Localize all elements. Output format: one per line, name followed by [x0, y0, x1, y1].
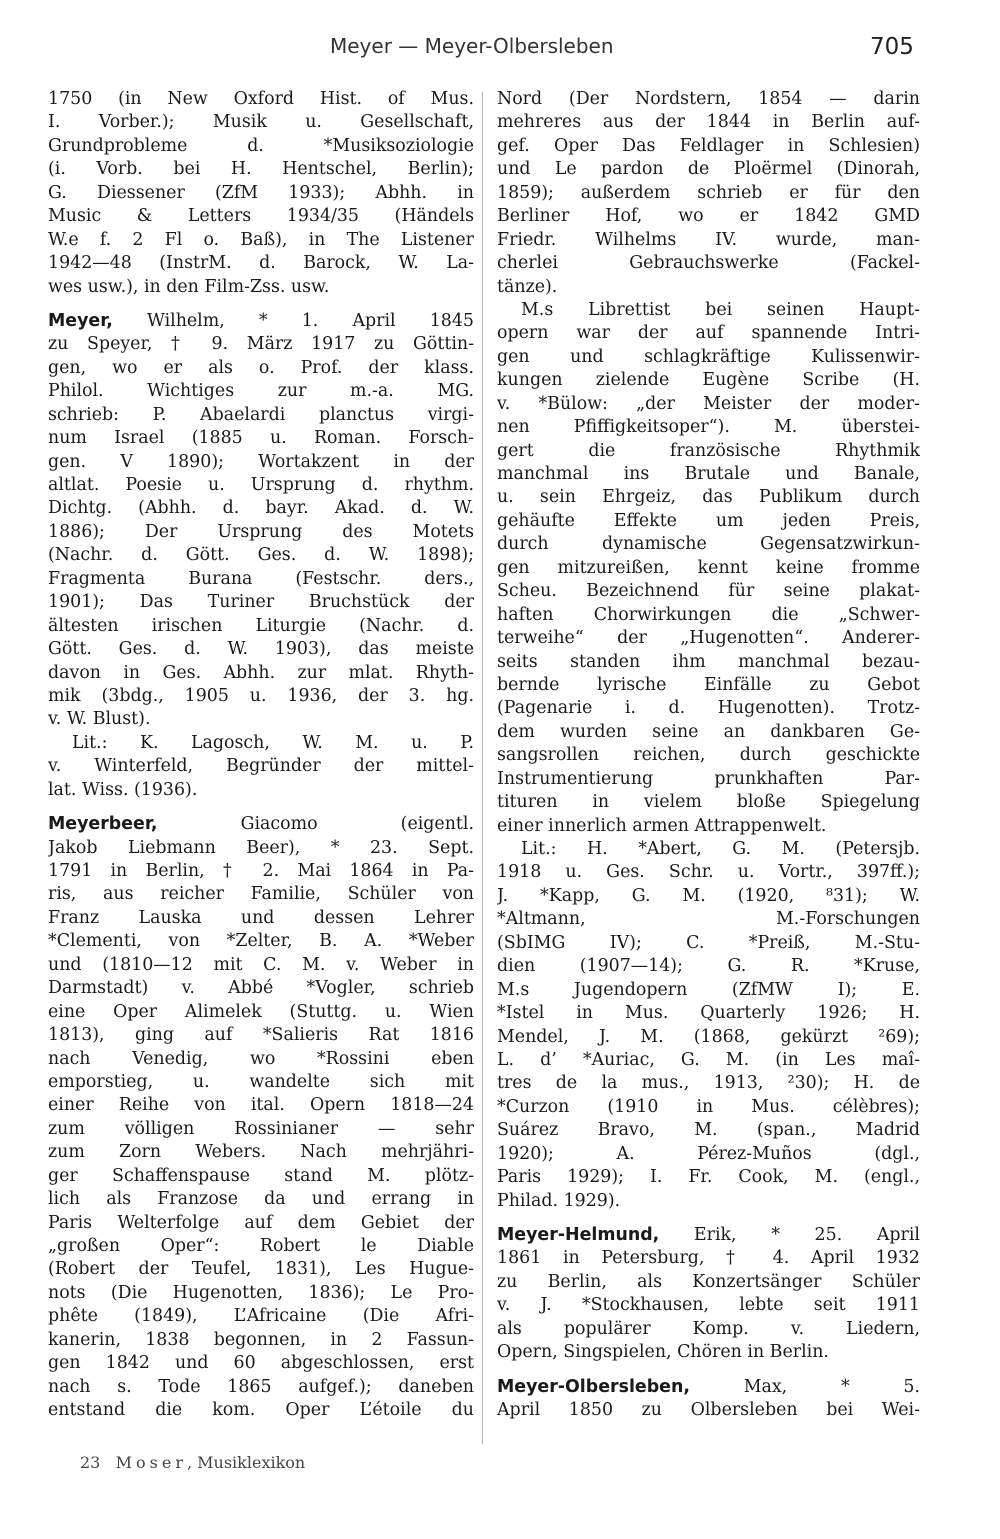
- text-line: Paris Welterfolge auf dem Gebiet der: [48, 1212, 474, 1233]
- page-number: 705: [870, 34, 914, 60]
- text-line: bernde lyrische Einfälle zu Gebot: [497, 674, 920, 695]
- text-line: 1791 in Berlin, † 2. Mai 1864 in Pa-: [48, 861, 474, 881]
- text-line: haften Chorwirkungen die „Schwer-: [497, 604, 920, 625]
- text-line: *Altmann, M.-Forschungen: [497, 909, 920, 930]
- text-line: terweihe“ der „Hugenotten“. Anderer-: [497, 628, 920, 649]
- entry-headword: Meyer-Olbersleben,: [497, 1376, 690, 1397]
- text-line: (Robert der Teufel, 1831), Les Hugue-: [48, 1259, 474, 1280]
- text-line: Berliner Hof, wo er 1842 GMD: [497, 206, 920, 227]
- text-line: Instrumentierung prunkhaften Par-: [497, 768, 920, 789]
- text-line: tres de la mus., 1913, ²30); H. de: [497, 1073, 920, 1094]
- text-line: tituren in vielem bloße Spiegelung: [497, 792, 920, 813]
- text-line: Scheu. Bezeichnend für seine plakat-: [497, 581, 920, 602]
- entry-headword-line: Meyer-Olbersleben, Max, * 5.: [497, 1376, 920, 1397]
- text-line: opern war der auf spannende Intri-: [497, 323, 920, 344]
- text-line: gen mitzureißen, kennt keine fromme: [497, 557, 920, 578]
- text-line: 1901); Das Turiner Bruchstück der: [48, 592, 474, 613]
- text-line: ris, aus reicher Familie, Schüler von: [48, 884, 474, 905]
- text-line: mik (3bdg., 1905 u. 1936, der 3. hg.: [48, 685, 474, 706]
- text-line: gef. Oper Das Feldlager in Schlesien): [497, 135, 920, 156]
- text-line: (Pagenarie i. d. Hugenotten). Trotz-: [497, 698, 920, 719]
- page-footer: [80, 1453, 305, 1472]
- text-line: *Curzon (1910 in Mus. célèbres);: [497, 1096, 920, 1117]
- entry-headword-line: Meyerbeer, Giacomo (eigentl.: [48, 814, 474, 835]
- text-line: Franz Lauska und dessen Lehrer: [48, 907, 474, 928]
- text-line: J. *Kapp, G. M. (1920, ⁸31); W.: [497, 885, 920, 906]
- left-column: [48, 88, 474, 1423]
- text-line: Mendel, J. M. (1868, gekürzt ²69);: [497, 1026, 920, 1047]
- text-line: gehäufte Effekte um jeden Preis,: [497, 510, 920, 531]
- entry-headword-line: Meyer-Helmund, Erik, * 25. April: [497, 1225, 920, 1245]
- text-line: v. J. *Stockhausen, lebte seit 1911: [497, 1295, 920, 1316]
- text-line: Dichtg. (Abhh. d. bayr. Akad. d. W.: [48, 498, 474, 519]
- text-line: M.s Jugendopern (ZfMW I); E.: [497, 979, 920, 1000]
- text-line: Fragmenta Burana (Festschr. ders.,: [48, 568, 474, 589]
- text-line: und Le pardon de Ploërmel (Dinorah,: [497, 159, 920, 180]
- text-line: tänze).: [497, 276, 558, 297]
- text-line: ältesten irischen Liturgie (Nachr. d.: [48, 615, 474, 636]
- text-line: (Nachr. d. Gött. Ges. d. W. 1898);: [48, 545, 474, 566]
- text-line: lich als Franzose da und errang in: [48, 1189, 474, 1210]
- text-line: kungen zielende Eugène Scribe (H.: [497, 370, 920, 391]
- text-line: 1918 u. Ges. Schr. u. Vortr., 397ff.);: [497, 862, 920, 883]
- entry-headword: Meyerbeer,: [48, 814, 158, 835]
- running-header: [0, 34, 1000, 64]
- text-line: gen 1842 und 60 abgeschlossen, erst: [48, 1353, 474, 1374]
- text-line: Grundprobleme d. *Musiksoziologie: [48, 135, 474, 156]
- text-line: Philol. Wichtiges zur m.-a. MG.: [48, 381, 474, 402]
- text-line: Jakob Liebmann Beer), * 23. Sept.: [48, 837, 474, 858]
- text-line: v. W. Blust).: [48, 709, 151, 730]
- text-line: 1920); A. Pérez-Muños (dgl.,: [497, 1143, 920, 1164]
- entry-headword: Meyer-Helmund,: [497, 1225, 660, 1245]
- entry-headword: Meyer,: [48, 310, 113, 331]
- text-line: seits standen ihm manchmal bezau-: [497, 651, 920, 672]
- text-line: 1861 in Petersburg, † 4. April 1932: [497, 1248, 920, 1269]
- text-line: altlat. Poesie u. Ursprung d. rhythm.: [48, 475, 474, 495]
- text-line: zum völligen Rossinianer — sehr: [48, 1118, 474, 1139]
- text-line: u. sein Ehrgeiz, das Publikum durch: [497, 487, 920, 508]
- text-line: gen, wo er als o. Prof. der klass.: [48, 357, 474, 378]
- text-line: I. Vorber.); Musik u. Gesellschaft,: [48, 112, 474, 133]
- text-line: einer innerlich armen Attrappenwelt.: [497, 815, 827, 836]
- text-line: April 1850 zu Olbersleben bei Wei-: [497, 1400, 920, 1421]
- text-line: entstand die kom. Oper L’étoile du: [48, 1400, 474, 1421]
- text-line: kanerin, 1838 begonnen, in 2 Fassun-: [48, 1329, 474, 1350]
- text-line: sangsrollen reichen, durch geschickte: [497, 745, 920, 766]
- text-line: Paris 1929); I. Fr. Cook, M. (engl.,: [497, 1167, 920, 1188]
- text-line: ger Schaffenspause stand M. plötz-: [48, 1165, 474, 1186]
- text-line: M.s Librettist bei seinen Haupt-: [521, 299, 920, 320]
- text-line: 1750 (in New Oxford Hist. of Mus.: [48, 89, 474, 109]
- text-line: durch dynamische Gegensatzwirkun-: [497, 534, 920, 555]
- text-line: Suárez Bravo, M. (span., Madrid: [497, 1120, 920, 1141]
- text-line: schrieb: P. Abaelardi planctus virgi-: [48, 404, 474, 425]
- text-line: davon in Ges. Abhh. zur mlat. Rhyth-: [48, 662, 474, 683]
- text-line: L. d’ *Auriac, G. M. (in Les maî-: [497, 1049, 920, 1070]
- text-line: zu Berlin, als Konzertsänger Schüler: [497, 1271, 920, 1292]
- signature-mark: 23: [80, 1453, 101, 1472]
- right-column: [497, 88, 920, 1423]
- text-line: zu Speyer, † 9. März 1917 zu Göttin-: [48, 334, 474, 355]
- text-line: Darmstadt) v. Abbé *Vogler, schrieb: [48, 978, 474, 999]
- footer-author: Moser: [115, 1453, 187, 1472]
- text-line: (SbIMG IV); C. *Preiß, M.-Stu-: [497, 932, 920, 953]
- text-line: manchmal ins Brutale und Banale,: [497, 464, 920, 484]
- text-line: und (1810—12 mit C. M. v. Weber in: [48, 954, 474, 975]
- text-line: gert die französische Rhythmik: [497, 440, 920, 461]
- text-line: 1813), ging auf *Salieris Rat 1816: [48, 1025, 474, 1046]
- text-line: v. *Bülow: „der Meister der moder-: [497, 393, 920, 414]
- text-line: nach s. Tode 1865 aufgef.); daneben: [48, 1376, 474, 1397]
- text-line: Opern, Singspielen, Chören in Berlin.: [497, 1342, 829, 1363]
- text-line: dem wurden seine an dankbaren Ge-: [497, 721, 920, 742]
- text-line: nen Pfiffigkeitsoper“). M. überstei-: [497, 417, 920, 438]
- text-line: wes usw.), in den Film-Zss. usw.: [48, 276, 330, 297]
- text-line: phête (1849), L’Africaine (Die Afri-: [48, 1306, 474, 1327]
- text-line: Philad. 1929).: [497, 1190, 621, 1211]
- entry-headword-line: Meyer, Wilhelm, * 1. April 1845: [48, 310, 474, 331]
- text-line: Lit.: K. Lagosch, W. M. u. P.: [72, 732, 474, 753]
- text-line: *Clementi, von *Zelter, B. A. *Weber: [48, 931, 474, 952]
- text-line: 1859); außerdem schrieb er für den: [497, 182, 920, 203]
- text-line: 1886); Der Ursprung des Motets: [48, 521, 474, 542]
- footer-title: , Musiklexikon: [186, 1453, 306, 1472]
- text-line: emporstieg, u. wandelte sich mit: [48, 1071, 474, 1092]
- text-line: nots (Die Hugenotten, 1836); Le Pro-: [48, 1282, 474, 1303]
- text-line: gen und schlagkräftige Kulissenwir-: [497, 346, 920, 367]
- text-line: Gött. Ges. d. W. 1903), das meiste: [48, 639, 474, 660]
- text-line: G. Diessener (ZfM 1933); Abhh. in: [48, 182, 474, 203]
- text-line: num Israel (1885 u. Roman. Forsch-: [48, 428, 474, 449]
- text-line: eine Oper Alimelek (Stuttg. u. Wien: [48, 1001, 474, 1022]
- text-line: 1942—48 (InstrM. d. Barock, W. La-: [48, 253, 474, 274]
- text-line: zum Zorn Webers. Nach mehrjähri-: [48, 1142, 474, 1163]
- text-line: gen. V 1890); Wortakzent in der: [48, 451, 474, 472]
- text-line: einer Reihe von ital. Opern 1818—24: [48, 1095, 474, 1116]
- text-line: Nord (Der Nordstern, 1854 — darin: [497, 89, 920, 109]
- text-line: *Istel in Mus. Quarterly 1926; H.: [497, 1003, 920, 1024]
- text-line: dien (1907—14); G. R. *Kruse,: [497, 956, 920, 977]
- text-line: Lit.: H. *Abert, G. M. (Petersjb.: [521, 839, 920, 859]
- running-title: Meyer — Meyer-Olbersleben: [330, 34, 614, 58]
- text-line: „großen Oper“: Robert le Diable: [48, 1236, 474, 1256]
- text-line: nach Venedig, wo *Rossini eben: [48, 1048, 474, 1069]
- text-line: cherlei Gebrauchswerke (Fackel-: [497, 253, 920, 274]
- text-line: lat. Wiss. (1936).: [48, 779, 198, 800]
- text-line: v. Winterfeld, Begründer der mittel-: [48, 756, 474, 777]
- text-line: Music & Letters 1934/35 (Händels: [48, 206, 474, 227]
- text-line: (i. Vorb. bei H. Hentschel, Berlin);: [48, 159, 474, 180]
- text-line: als populärer Komp. v. Liedern,: [497, 1318, 920, 1339]
- text-line: mehreres aus der 1844 in Berlin auf-: [497, 112, 920, 133]
- text-line: Friedr. Wilhelms IV. wurde, man-: [497, 229, 920, 250]
- column-divider: [482, 92, 483, 1444]
- text-line: W.e f. 2 Fl o. Baß), in The Listener: [48, 229, 474, 250]
